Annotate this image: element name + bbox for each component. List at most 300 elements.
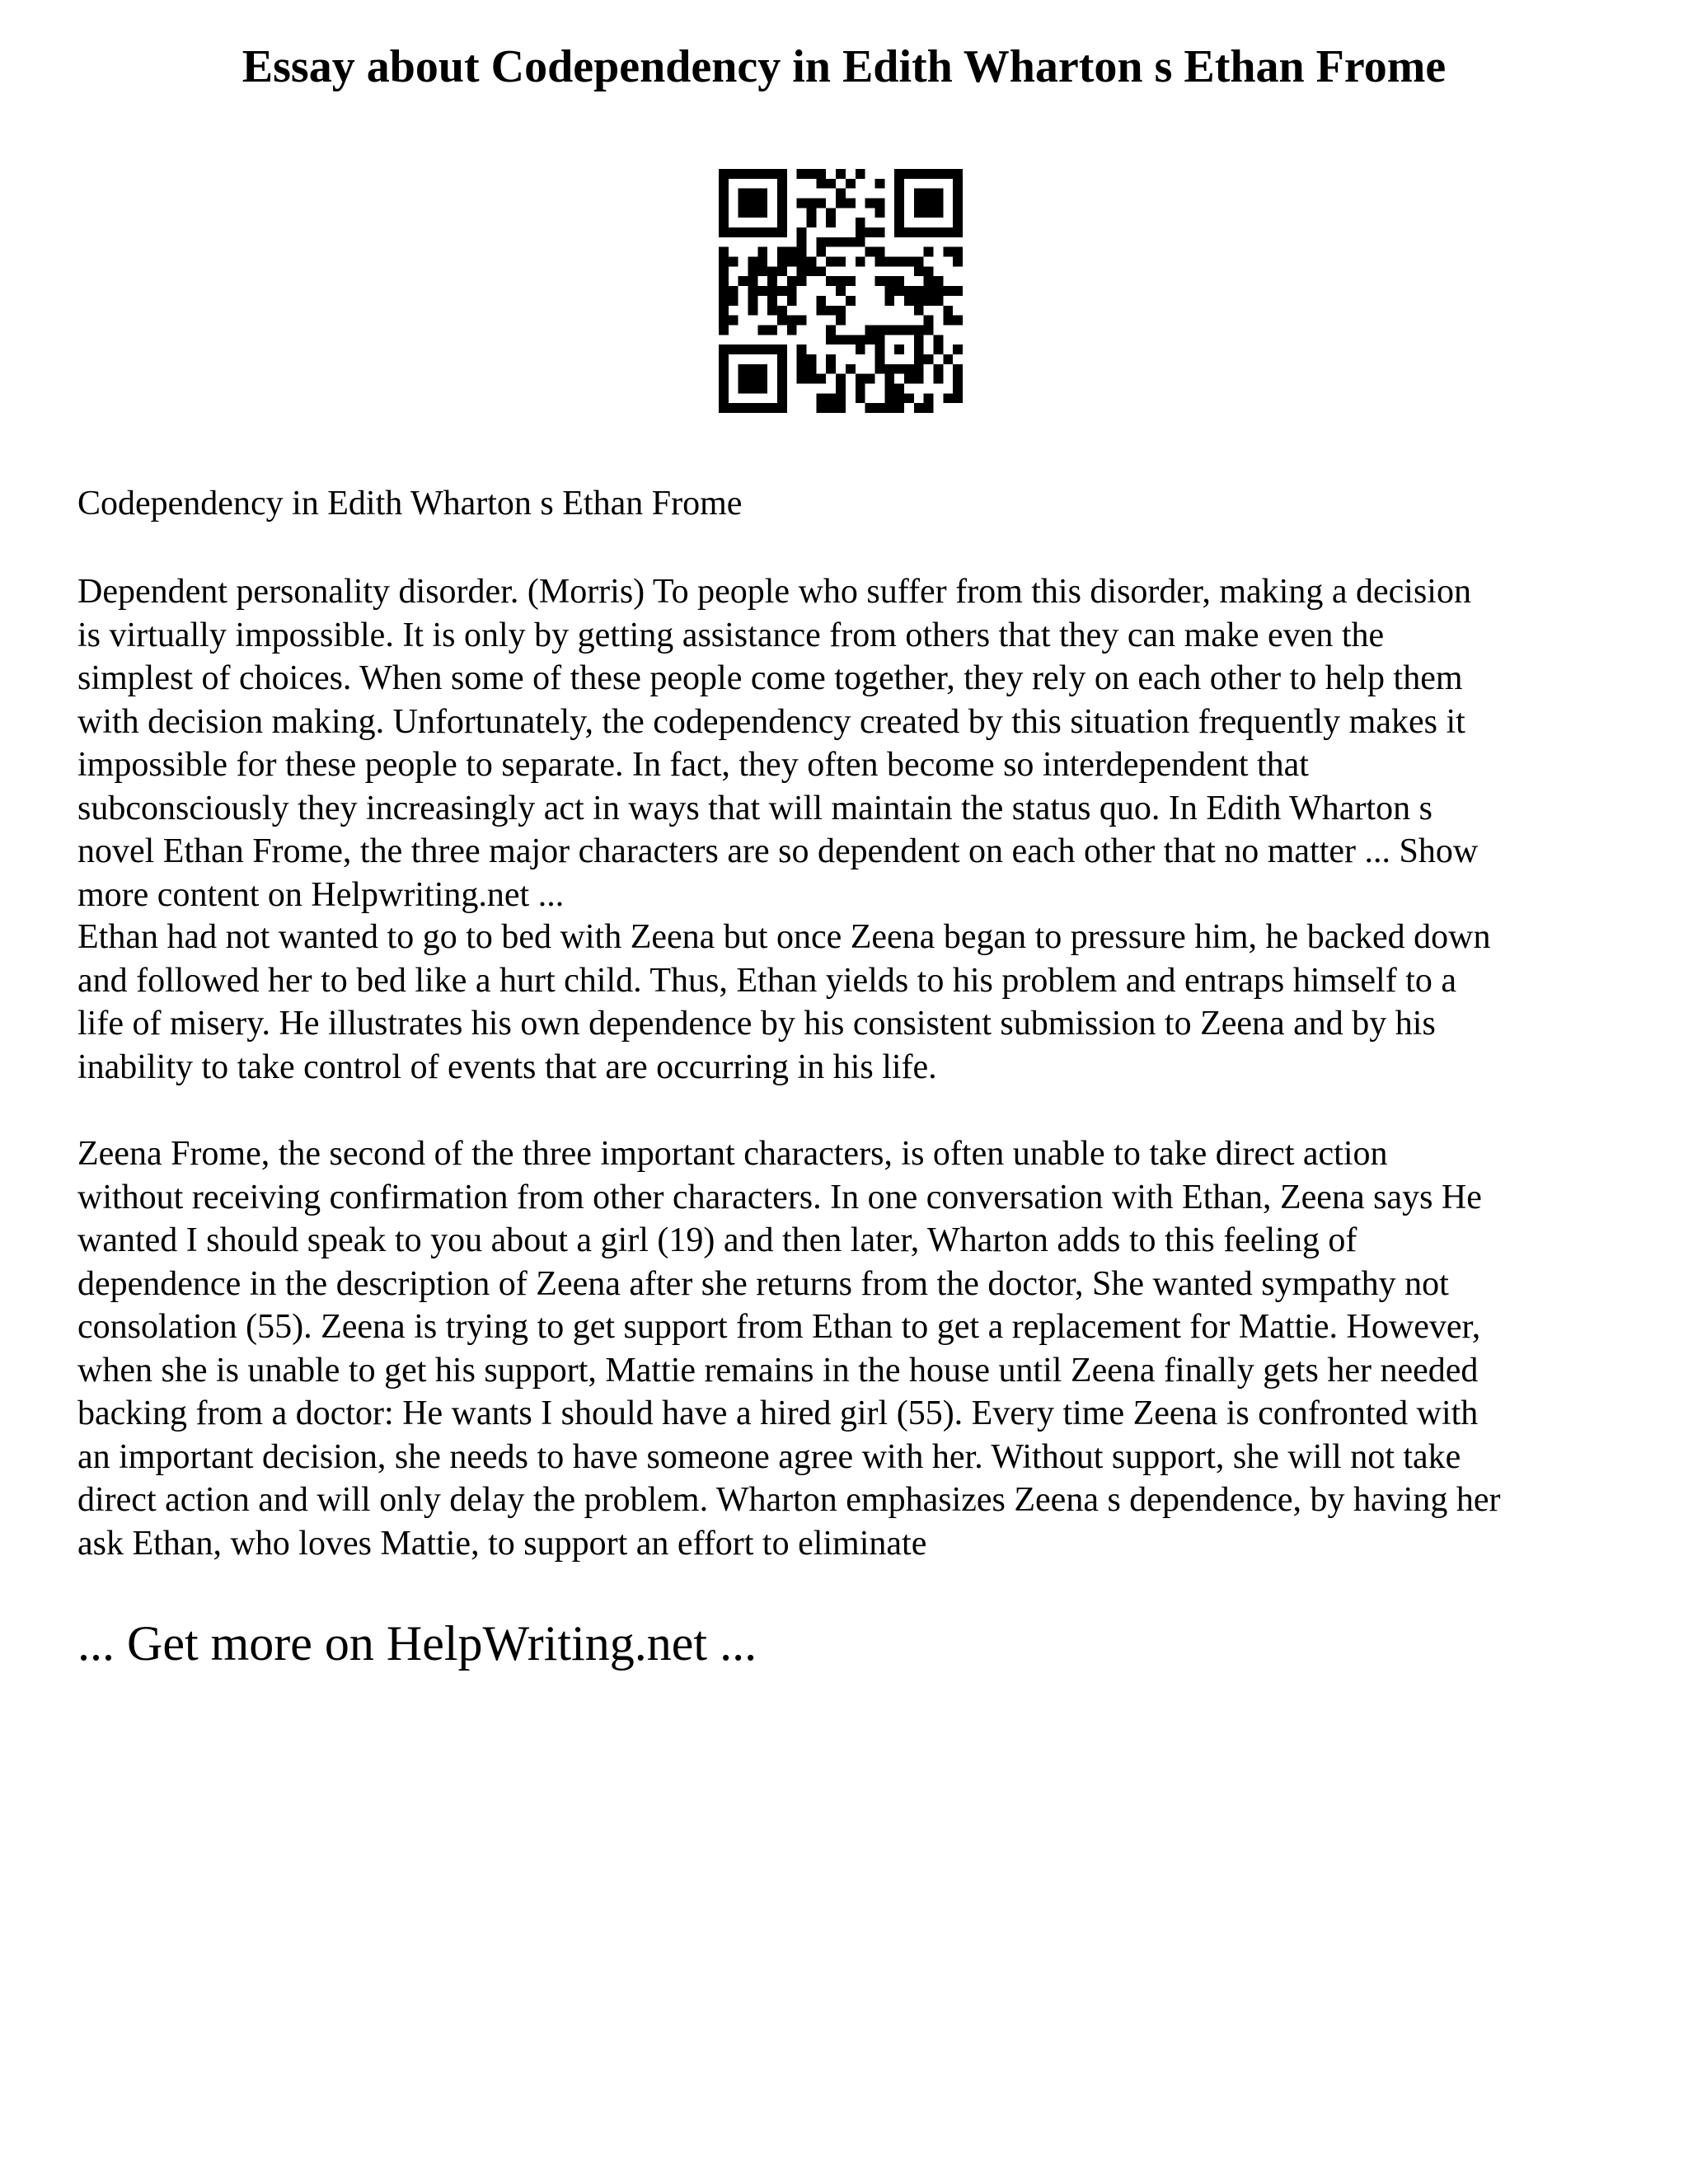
qr-module [914, 364, 924, 374]
qr-module [836, 286, 846, 296]
qr-module [767, 227, 777, 237]
qr-module [777, 344, 787, 354]
qr-module [719, 403, 729, 413]
qr-module [836, 316, 846, 326]
qr-module [757, 325, 767, 335]
qr-module [894, 199, 904, 209]
qr-module [729, 344, 738, 354]
qr-module [953, 316, 963, 326]
qr-module [777, 266, 787, 276]
qr-module [797, 364, 807, 374]
qr-module [884, 296, 894, 306]
qr-module [738, 364, 748, 374]
qr-module [924, 276, 934, 286]
qr-module [846, 179, 856, 189]
qr-module [953, 227, 963, 237]
qr-module [924, 296, 934, 306]
qr-module [787, 316, 797, 326]
qr-module [953, 247, 963, 257]
qr-module [924, 354, 934, 364]
qr-module [826, 325, 836, 335]
qr-module [816, 296, 826, 306]
qr-module [836, 169, 846, 179]
qr-module [894, 208, 904, 218]
qr-module [777, 247, 787, 257]
qr-module [924, 393, 934, 403]
qr-module [738, 374, 748, 384]
qr-module [924, 266, 934, 276]
qr-module [914, 344, 924, 354]
qr-module [826, 276, 836, 286]
qr-module [748, 306, 758, 316]
qr-module [738, 383, 748, 393]
text-line: with decision making. Unfortunately, the codependency created by this situation frequently makes it [77, 702, 1465, 741]
qr-module [933, 276, 943, 286]
text-line: when she is unable to get his support, Mattie remains in the house until Zeena finally gets her needed [77, 1351, 1479, 1390]
qr-module [865, 227, 875, 237]
qr-module [836, 403, 846, 413]
qr-module [924, 189, 934, 199]
page-title: Essay about Codependency in Edith Wharton s Ethan Frome [241, 41, 1447, 92]
qr-module [729, 296, 738, 306]
qr-module [914, 403, 924, 413]
qr-module [826, 306, 836, 316]
qr-module [757, 286, 767, 296]
qr-module [826, 335, 836, 344]
qr-module [767, 306, 777, 316]
qr-module [797, 227, 807, 237]
qr-module [865, 335, 875, 344]
qr-module [924, 199, 934, 209]
qr-module [807, 354, 817, 364]
qr-module [777, 218, 787, 227]
qr-module [719, 383, 729, 393]
qr-module [777, 199, 787, 209]
essay-subtitle: Codependency in Edith Wharton s Ethan Frome [77, 485, 743, 523]
qr-module [816, 393, 826, 403]
qr-module [953, 169, 963, 179]
paragraph-2 [77, 916, 1490, 1089]
qr-module [894, 169, 904, 179]
qr-module [953, 199, 963, 209]
qr-module [836, 374, 846, 384]
qr-module [757, 247, 767, 257]
qr-module [933, 199, 943, 209]
qr-module [904, 393, 914, 403]
qr-module [816, 237, 826, 247]
qr-module [807, 169, 817, 179]
qr-module [874, 257, 884, 267]
qr-module [816, 266, 826, 276]
qr-module [748, 266, 758, 276]
text-line: impossible for these people to separate. In fact, they often become so interdependent that [77, 746, 1309, 784]
qr-module [757, 208, 767, 218]
qr-module [787, 325, 797, 335]
qr-module [933, 189, 943, 199]
qr-module [738, 344, 748, 354]
qr-module [748, 286, 758, 296]
qr-module [748, 199, 758, 209]
qr-module [914, 306, 924, 316]
text-line: Zeena Frome, the second of the three important characters, is often unable to take direct action [77, 1135, 1388, 1173]
qr-module [816, 374, 826, 384]
qr-module [748, 257, 758, 267]
qr-module [719, 374, 729, 384]
text-line: wanted I should speak to you about a girl (19) and then later, Wharton adds to this feeling of [77, 1221, 1357, 1259]
qr-module [816, 179, 826, 189]
qr-module [943, 227, 953, 237]
qr-module [777, 179, 787, 189]
qr-module [914, 266, 924, 276]
qr-module [884, 393, 894, 403]
qr-module [757, 266, 767, 276]
qr-module [807, 266, 817, 276]
qr-module [894, 383, 904, 393]
qr-module [953, 364, 963, 374]
qr-module [904, 169, 914, 179]
qr-code-icon [719, 169, 963, 413]
qr-module [719, 179, 729, 189]
qr-module [894, 364, 904, 374]
qr-module [874, 364, 884, 374]
qr-module [904, 227, 914, 237]
qr-module [856, 383, 865, 393]
qr-module [894, 257, 904, 267]
text-line: and followed her to bed like a hurt child. Thus, Ethan yields to his problem and entraps himself to a [77, 961, 1457, 1000]
qr-module [767, 276, 777, 286]
qr-module [953, 189, 963, 199]
text-line: subconsciously they increasingly act in ways that will maintain the status quo. In Edith Wharton s [77, 789, 1432, 827]
qr-module [797, 316, 807, 326]
qr-module [914, 199, 924, 209]
qr-module [894, 276, 904, 286]
qr-module [865, 199, 875, 209]
qr-module [787, 296, 797, 306]
qr-module [884, 403, 894, 413]
qr-module [797, 344, 807, 354]
qr-module [719, 286, 729, 296]
qr-module [719, 189, 729, 199]
qr-module [836, 257, 846, 267]
qr-module [894, 344, 904, 354]
qr-module [943, 316, 953, 326]
qr-module [943, 169, 953, 179]
qr-module [719, 325, 729, 335]
qr-module [748, 227, 758, 237]
qr-module [807, 364, 817, 374]
qr-module [874, 344, 884, 354]
qr-module [914, 325, 924, 335]
qr-module [807, 208, 817, 218]
text-line: dependence in the description of Zeena after she returns from the doctor, She wanted sympathy not [77, 1264, 1449, 1303]
qr-module [856, 169, 865, 179]
qr-module [953, 374, 963, 384]
qr-module [953, 286, 963, 296]
qr-module [846, 237, 856, 247]
text-line: simplest of choices. When some of these people come together, they rely on each other to help them [77, 659, 1463, 697]
qr-module [748, 276, 758, 286]
qr-module [719, 199, 729, 209]
qr-module [874, 199, 884, 209]
qr-module [894, 325, 904, 335]
qr-module [738, 199, 748, 209]
qr-module [914, 374, 924, 384]
qr-module [953, 383, 963, 393]
qr-module [719, 257, 729, 267]
qr-module [777, 257, 787, 267]
qr-module [777, 383, 787, 393]
qr-module [836, 276, 846, 286]
qr-module [767, 286, 777, 296]
qr-module [738, 276, 748, 286]
text-line: more content on Helpwriting.net ... [77, 875, 565, 914]
qr-module [836, 335, 846, 344]
qr-module [777, 403, 787, 413]
qr-module [826, 364, 836, 374]
qr-module [757, 169, 767, 179]
qr-module [846, 199, 856, 209]
qr-module [748, 169, 758, 179]
qr-module [807, 218, 817, 227]
qr-module [797, 266, 807, 276]
qr-module [738, 227, 748, 237]
qr-module [777, 354, 787, 364]
qr-module [816, 169, 826, 179]
qr-module [719, 393, 729, 403]
qr-module [924, 403, 934, 413]
qr-module [894, 189, 904, 199]
qr-module [846, 276, 856, 286]
qr-module [943, 286, 953, 296]
qr-module [777, 364, 787, 374]
qr-module [874, 325, 884, 335]
qr-module [748, 383, 758, 393]
qr-module [787, 247, 797, 257]
qr-module [719, 296, 729, 306]
qr-module [826, 237, 836, 247]
qr-module [816, 403, 826, 413]
text-line: novel Ethan Frome, the three major characters are so dependent on each other that no matter ... Show [77, 832, 1479, 870]
qr-module [953, 179, 963, 189]
qr-module [757, 374, 767, 384]
qr-module [846, 335, 856, 344]
qr-module [719, 306, 729, 316]
qr-module [914, 227, 924, 237]
qr-module [748, 189, 758, 199]
qr-module [767, 344, 777, 354]
qr-module [777, 306, 787, 316]
qr-module [874, 247, 884, 257]
qr-module [933, 364, 943, 374]
qr-module [924, 316, 934, 326]
text-line: ask Ethan, who loves Mattie, to support an effort to eliminate [77, 1524, 927, 1563]
qr-module [914, 286, 924, 296]
qr-module [738, 403, 748, 413]
qr-module [865, 374, 875, 384]
qr-module [865, 403, 875, 413]
qr-module [748, 296, 758, 306]
qr-module [953, 208, 963, 218]
text-line: an important decision, she needs to have someone agree with her. Without support, she will not take [77, 1437, 1461, 1476]
qr-module [953, 393, 963, 403]
qr-module [914, 354, 924, 364]
qr-module [874, 208, 884, 218]
qr-module [894, 218, 904, 227]
qr-module [757, 227, 767, 237]
qr-module [797, 374, 807, 384]
qr-module [797, 354, 807, 364]
qr-module [836, 383, 846, 393]
qr-module [797, 169, 807, 179]
qr-module [953, 218, 963, 227]
qr-module [826, 403, 836, 413]
qr-module [777, 208, 787, 218]
qr-module [884, 276, 894, 286]
qr-module [797, 199, 807, 209]
qr-module [807, 199, 817, 209]
qr-module [884, 383, 894, 393]
qr-module [904, 286, 914, 296]
qr-module [748, 374, 758, 384]
qr-module [933, 374, 943, 384]
qr-module [816, 199, 826, 209]
qr-module [933, 208, 943, 218]
qr-module [874, 335, 884, 344]
qr-module [874, 179, 884, 189]
text-line: consolation (55). Zeena is trying to get support from Ethan to get a replacement for Mattie. However, [77, 1308, 1481, 1346]
qr-module [719, 218, 729, 227]
qr-module [738, 208, 748, 218]
qr-module [748, 344, 758, 354]
qr-module [943, 354, 953, 364]
qr-module [904, 257, 914, 267]
qr-module [953, 257, 963, 267]
qr-module [757, 383, 767, 393]
qr-module [767, 296, 777, 306]
qr-module [797, 276, 807, 286]
qr-module [826, 393, 836, 403]
qr-module [933, 296, 943, 306]
qr-module [924, 286, 934, 296]
qr-module [924, 247, 934, 257]
get-more-link[interactable]: ... Get more on HelpWriting.net ... [77, 1616, 757, 1671]
qr-module [874, 227, 884, 237]
qr-module [719, 364, 729, 374]
qr-module [865, 247, 875, 257]
qr-module [826, 218, 836, 227]
qr-module [933, 335, 943, 344]
qr-module [914, 257, 924, 267]
qr-module [924, 169, 934, 179]
text-line: life of misery. He illustrates his own dependence by his consistent submission to Zeena and by his [77, 1005, 1436, 1043]
qr-module [836, 199, 846, 209]
qr-module [767, 403, 777, 413]
qr-module [856, 257, 865, 267]
qr-module [856, 237, 865, 247]
qr-module [943, 306, 953, 316]
qr-module [797, 247, 807, 257]
qr-module [738, 169, 748, 179]
qr-module [884, 325, 894, 335]
qr-module [777, 227, 787, 237]
qr-module [933, 286, 943, 296]
qr-module [914, 296, 924, 306]
qr-module [846, 296, 856, 306]
text-line: without receiving confirmation from other characters. In one conversation with Ethan, Zeena says He [77, 1178, 1482, 1216]
qr-module [894, 403, 904, 413]
qr-module [757, 364, 767, 374]
qr-module [826, 179, 836, 189]
qr-module [914, 189, 924, 199]
qr-module [904, 374, 914, 384]
qr-module [856, 218, 865, 227]
qr-module [933, 169, 943, 179]
qr-module [816, 306, 826, 316]
qr-module [719, 344, 729, 354]
qr-module [894, 227, 904, 237]
qr-module [874, 354, 884, 364]
qr-module [729, 286, 738, 296]
qr-module [826, 354, 836, 364]
paragraph-3 [77, 1132, 1500, 1565]
qr-module [719, 169, 729, 179]
qr-module [748, 208, 758, 218]
paragraph-1 [77, 570, 1478, 916]
qr-module [884, 374, 894, 384]
qr-module [865, 325, 875, 335]
qr-module [777, 189, 787, 199]
qr-module [894, 286, 904, 296]
qr-module [757, 189, 767, 199]
qr-module [914, 335, 924, 344]
qr-module [719, 227, 729, 237]
qr-module [894, 179, 904, 189]
qr-module [943, 247, 953, 257]
qr-module [933, 227, 943, 237]
qr-module [924, 208, 934, 218]
qr-module [856, 374, 865, 384]
qr-module [777, 374, 787, 384]
qr-module [914, 169, 924, 179]
qr-module [757, 257, 767, 267]
qr-module [884, 286, 894, 296]
qr-module [904, 296, 914, 306]
qr-module [856, 335, 865, 344]
qr-module [748, 403, 758, 413]
qr-module [767, 325, 777, 335]
qr-module [719, 354, 729, 364]
qr-module [719, 316, 729, 326]
text-line: direct action and will only delay the problem. Wharton emphasizes Zeena s dependence, by having her [77, 1481, 1501, 1519]
qr-module [729, 169, 738, 179]
qr-module [787, 286, 797, 296]
qr-module [874, 403, 884, 413]
qr-module [914, 208, 924, 218]
qr-module [729, 257, 738, 267]
qr-module [748, 364, 758, 374]
qr-module [884, 257, 894, 267]
qr-module [787, 276, 797, 286]
qr-module [836, 237, 846, 247]
qr-module [757, 199, 767, 209]
qr-module [924, 227, 934, 237]
text-line: Ethan had not wanted to go to bed with Zeena but once Zeena began to pressure him, he backed down [77, 918, 1491, 956]
text-line: inability to take control of events that are occurring in his life. [77, 1047, 937, 1086]
qr-module [797, 257, 807, 267]
qr-module [719, 266, 729, 276]
qr-module [738, 189, 748, 199]
qr-module [856, 344, 865, 354]
